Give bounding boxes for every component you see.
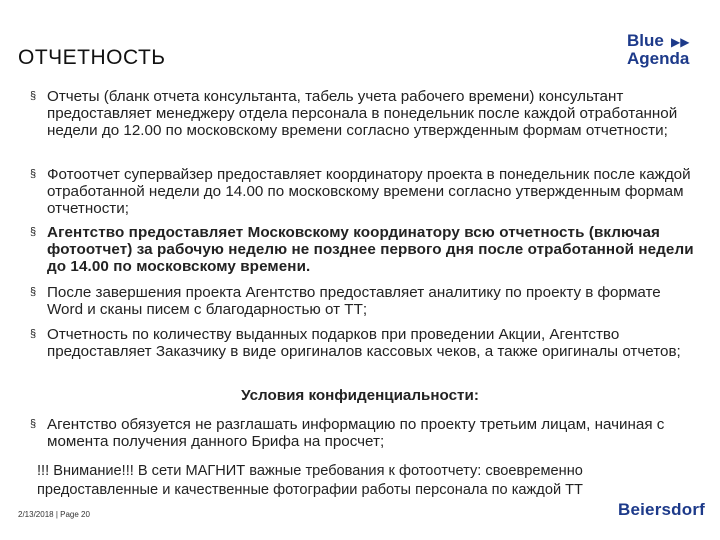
warning-note: !!! Внимание!!! В сети МАГНИТ важные требования к фотоотчету: своевременно предоставленные и качественные фотографии работы персонала по каждой ТТ [37,463,583,498]
bullet-icon: § [30,90,37,102]
bullet-icon: § [30,286,37,298]
logo-arrows-icon: ▶▶ [671,35,690,49]
list-item-text: Отчеты (бланк отчета консультанта, табель учета рабочего времени) консультант предоставляет менеджеру отдела персонала в понедельник после каждой отработанной недели до 12.00 по московскому времени согласно утвержденным формам отчетности; [47,88,678,139]
bullet-icon: § [30,226,37,238]
bullet-icon: § [30,328,37,340]
logo-word-agenda: Agenda [627,49,690,68]
page-title: ОТЧЕТНОСТЬ [18,46,166,69]
list-item-text: После завершения проекта Агентство предоставляет аналитику по проекту в формате Word и сканы писем с благодарностью от ТТ; [47,284,661,318]
footer-date-page: 2/13/2018 | Page 20 [18,510,90,519]
list-item-text: Фотоотчет супервайзер предоставляет координатору проекта в понедельник после каждой отработанной недели до 14.00 по московскому времени согласно утвержденным формам отчетности; [47,166,691,217]
list-item-text: Отчетность по количеству выданных подарков при проведении Акции, Агентство предоставляет Заказчику в виде оригиналов кассовых чеков, а также оригиналы отчетов; [47,326,681,360]
list-item-text: Агентство предоставляет Московскому координатору всю отчетность (включая фотоотчет) за рабочую неделю не позднее первого дня после отработанной недели до 14.00 по московскому времени. [47,224,694,275]
beiersdorf-logo: Beiersdorf [618,500,706,519]
conditions-heading: Условия конфиденциальности: [241,387,479,404]
bullet-icon: § [30,418,37,430]
list-item-text: Агентство обязуется не разглашать информацию по проекту третьим лицам, начиная с момента получения данного Брифа на просчет; [47,416,665,450]
logo-word-blue: Blue [627,31,664,50]
bullet-icon: § [30,168,37,180]
blue-agenda-logo [627,32,707,72]
